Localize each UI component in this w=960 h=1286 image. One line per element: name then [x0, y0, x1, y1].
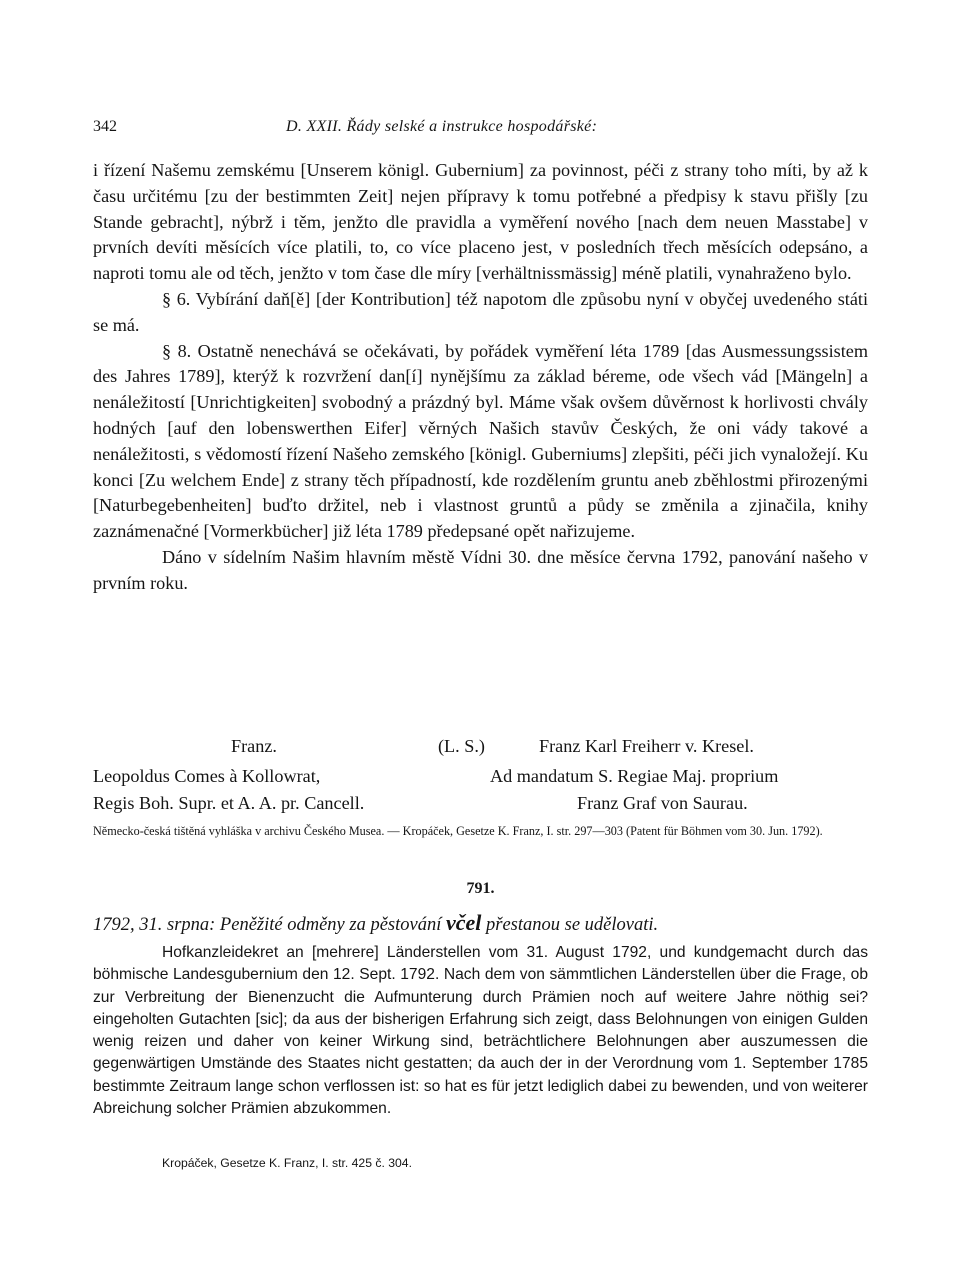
- source-note-2: Kropáček, Gesetze K. Franz, I. str. 425 č. 304.: [162, 1156, 412, 1170]
- page-number: 342: [93, 118, 117, 135]
- title-part: přestanou se udělovati.: [486, 915, 659, 935]
- title-part: 1792, 31. srpna: Peněžité odměny za pěstování: [93, 915, 442, 935]
- paragraph-decree: Hofkanzleidekret an [mehrere] Länderstellen vom 31. August 1792, und kundgemacht durch das böhmische Landesgubernium den 12. Sept. 1792. Nach dem von sämmtlichen Länderstellen über die Frage, ob zur Verbreitung der Bienenzucht die Aufmunterung durch Prämien noch auf weitere Jahre nöthig sei? eingeholten Gutachten [sic]; da aus der bisherigen Erfahrung sich zeigt, dass Belohnungen von einigen Gulden wenig reizen und daher von keiner Wirkung sind, beträchtlichere Belohnungen aber auszumessen die gegenwärtigen Umstände des Staates nicht gestatten; da auch der in der Verordnung vom 1. September 1785 bestimmte Zeitraum lange schon verflossen ist: so hat es für jetzt lediglich dabei zu bewenden, und von weiterer Abreichung solcher Prämien abzukommen.: [93, 944, 868, 1118]
- signature-kressel: Franz Karl Freiherr v. Kresel.: [539, 736, 754, 756]
- german-decree-text: [93, 942, 868, 1120]
- seal-ls: (L. S.): [438, 736, 485, 756]
- mandatum-line: Ad mandatum S. Regiae Maj. proprium: [490, 766, 779, 786]
- document-title: [93, 910, 868, 936]
- signature-kollowrat: Leopoldus Comes à Kollowrat,: [93, 766, 321, 786]
- running-title: D. XXII. Řády selské a instrukce hospodářské:: [286, 118, 598, 135]
- signature-franz: Franz.: [231, 736, 277, 756]
- regis-line: Regis Boh. Supr. et A. A. pr. Cancell.: [93, 793, 365, 813]
- title-emphasis: včel: [445, 910, 482, 935]
- document-number: 791.: [466, 880, 495, 897]
- source-note: Německo-česká tištěná vyhláška v archivu Českého Musea. — Kropáček, Gesetze K. Franz, I. str. 297—303 (Patent für Böhmen vom 30. Jun. 1792).: [93, 824, 823, 838]
- body-text: [93, 158, 868, 597]
- signature-saurau: Franz Graf von Saurau.: [577, 793, 748, 813]
- paragraph-section-6: § 6. Vybírání daň[ě] [der Kontribution] též napotom dle způsobu nyní v obyčej uvedeného státi se má.: [93, 288, 868, 335]
- paragraph-dated: Dáno v sídelním Našim hlavním městě Vídni 30. dne měsíce června 1792, panování našeho v prvním roku.: [93, 546, 868, 593]
- paragraph-section-8: § 8. Ostatně nenechává se očekávati, by pořádek vyměření léta 1789 [das Ausmessungssistem des Jahres 1789], kterýž k rozvržení dan[í] nynějšímu za základ béreme, ode všech vád [Mängeln] a nenáležitostí [Unrichtigkeiten] svobodný a prázdný byl. Máme však ovšem důvěrnost k horlivosti chvály hodných [auf den lobenswerthen Eifer] věrných Našich stavův Českých, že oni vády takové a nenáležitosti, s vědomostí řízení Našeho zemského [königl. Guberniums] zlepšiti, péči jich vynaložejí. Ku konci [Zu welchem Ende] z strany těch případností, kde rozdělením gruntu aneb zběhlostmi přirozenými [Naturbegebenheiten] buďto držitel, neb i vlastnost gruntů a půdy se změnila a zjinačila, knihy zaznámenačné [Vormerkbücher] již léta 1789 předepsané opět nařizujeme.: [93, 340, 868, 542]
- paragraph: i řízení Našemu zemskému [Unserem königl. Gubernium] za povinnost, péči z strany toho míti, by až k času určitému [zu der bestimmten Zeit] nejen přípravy k tomu potřebné a předpisy k stavu přišly [zu Stande gebracht], nýbrž i těm, jenžto dle pravidla a vyměření nového [nach dem neuen Masstabe] v prvních devíti měsících více platili, to, co více placeno jest, v posledních třech měsících odepsáno, a naproti tomu ale od těch, jenžto v tom čase dle míry [verhältnissmässig] méně platili, vynahraženo bylo.: [93, 160, 868, 284]
